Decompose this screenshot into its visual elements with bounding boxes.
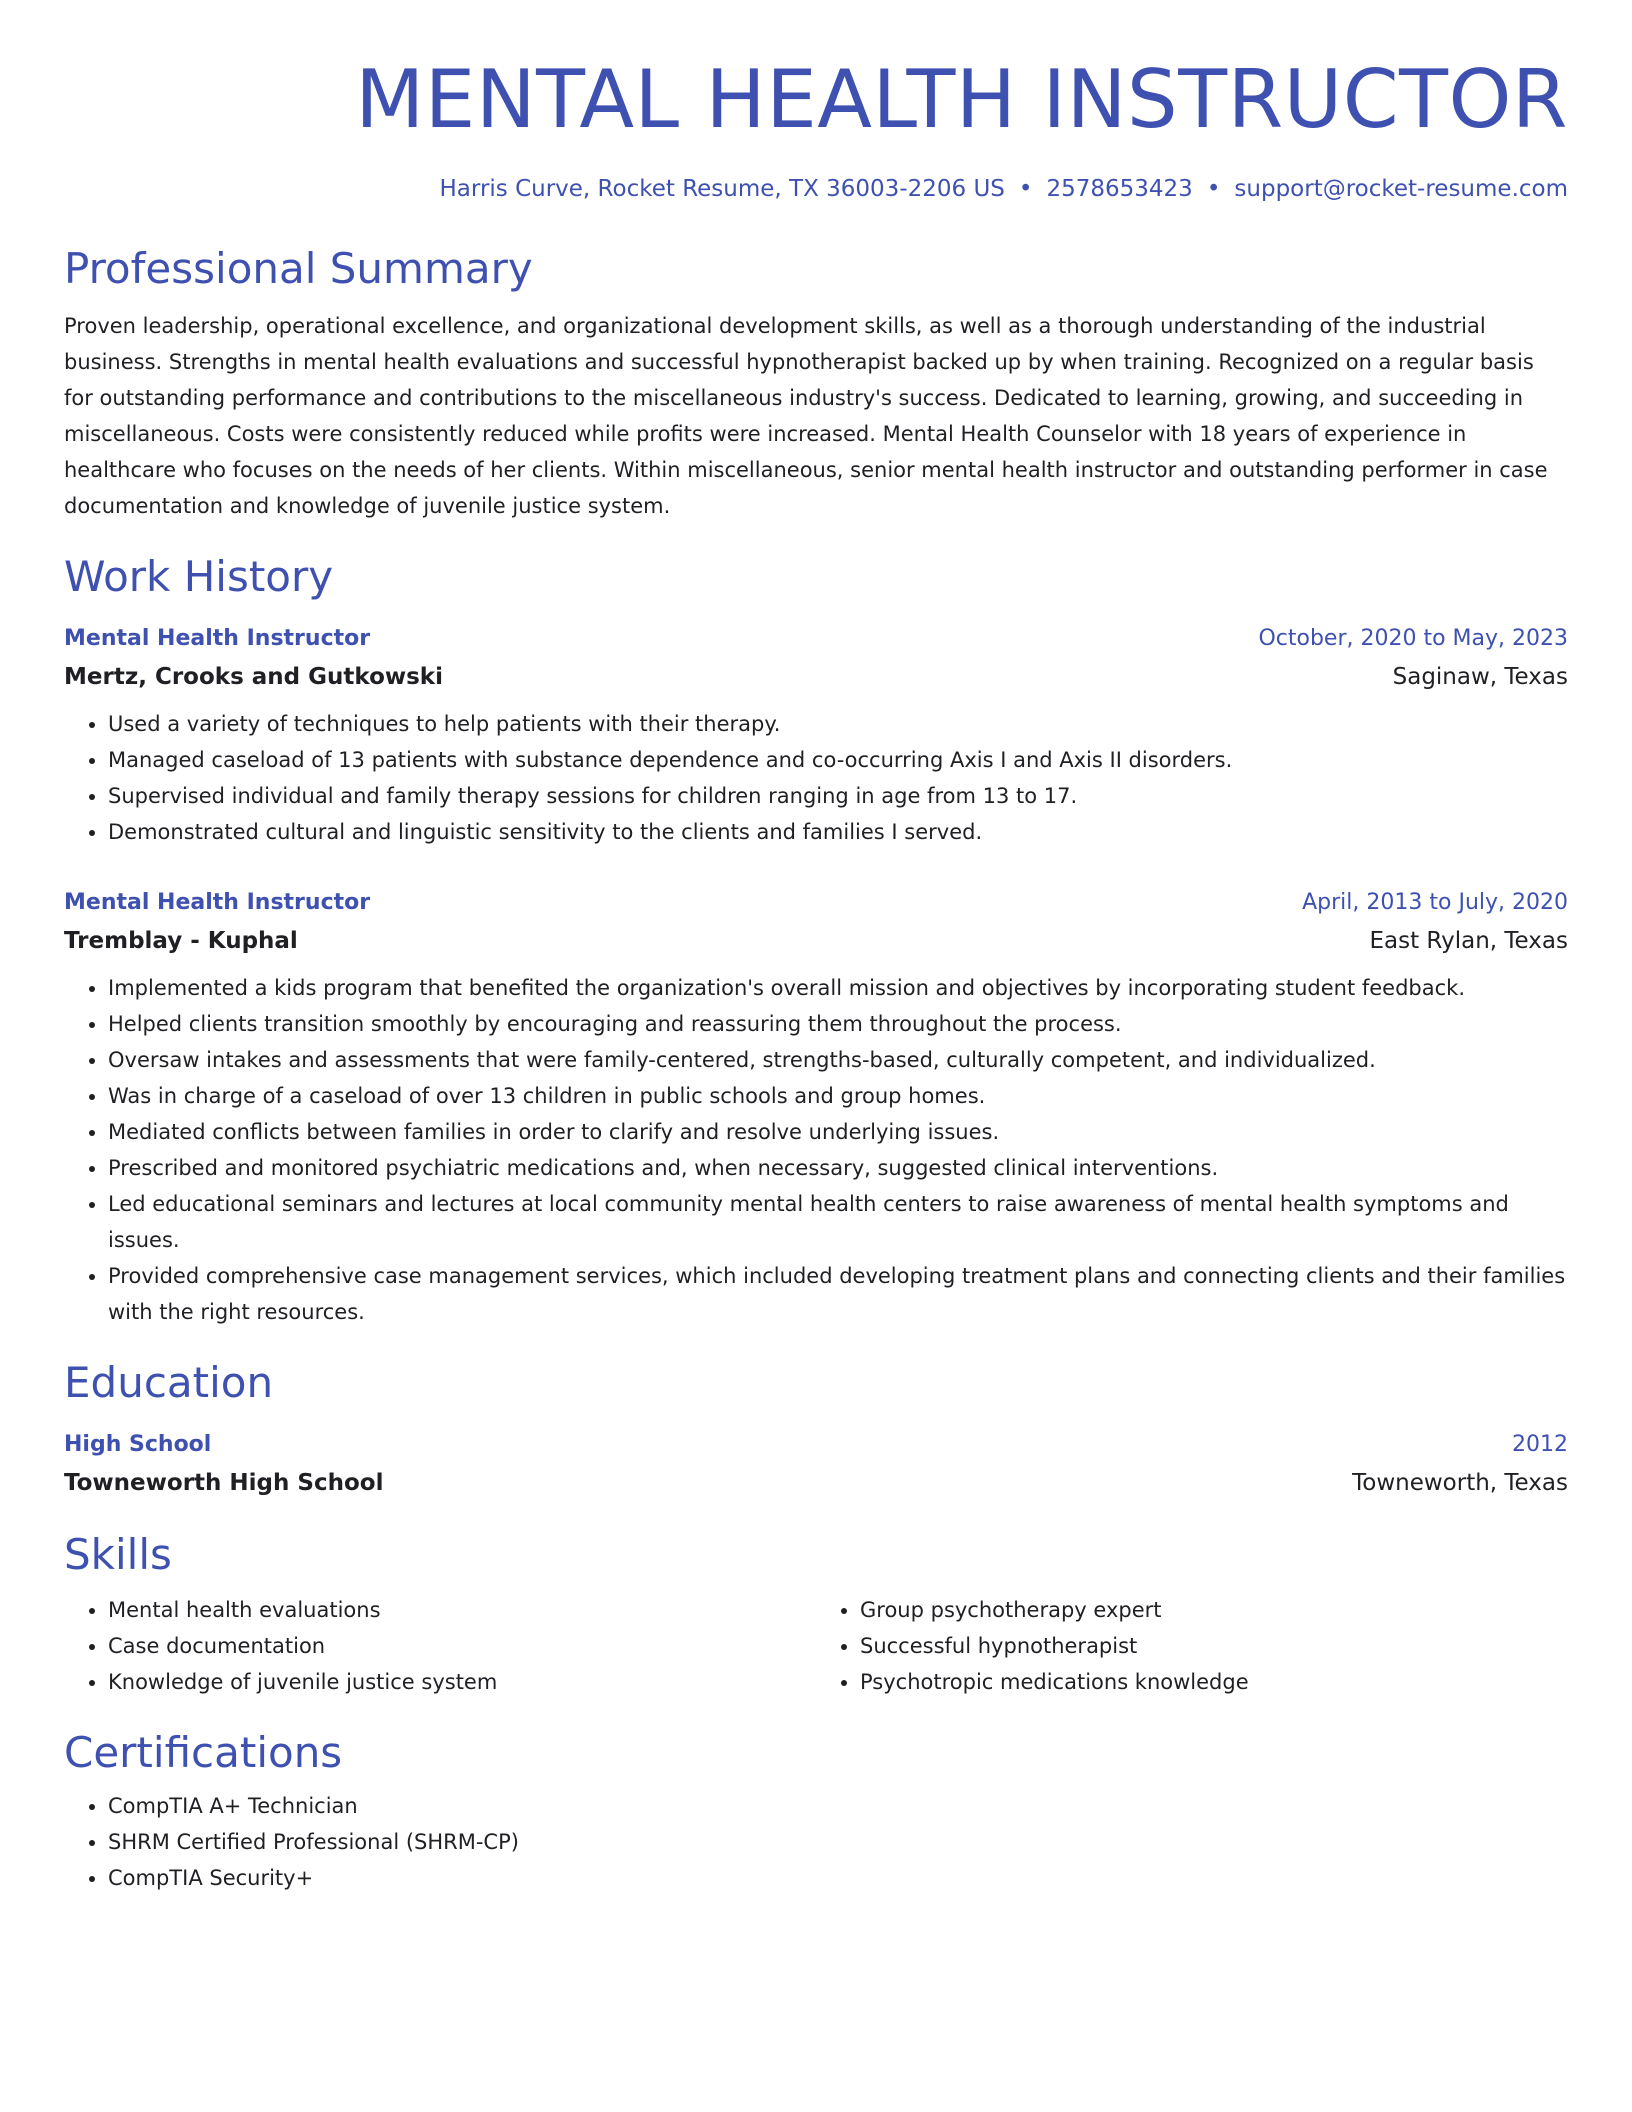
job-location: East Rylan, Texas [1369,928,1568,954]
education-degree-row [64,1426,1568,1464]
job-bullet: • Mediated conflicts between families in order to clarify and resolve underlying issues. [108,1114,1568,1150]
skill-item: • Psychotropic medications knowledge [860,1664,1568,1700]
job-bullet: • Prescribed and monitored psychiatric medications and, when necessary, suggested clinical interventions. [108,1150,1568,1186]
job-role-row [64,884,1568,922]
skills-section [64,1530,1568,1700]
work-history-section [64,552,1568,1330]
certification-item: • SHRM Certified Professional (SHRM-CP) [108,1824,1568,1860]
certification-item: • CompTIA Security+ [108,1860,1568,1896]
job-role-row [64,620,1568,658]
skills-column-left [64,1592,816,1700]
job-org-row [64,922,1568,960]
job-bullets [64,970,1568,1330]
education-degree: High School [64,1432,212,1457]
job-entry [64,620,1568,850]
job-bullet: • Was in charge of a caseload of over 13 children in public schools and group homes. [108,1078,1568,1114]
education-school-row [64,1464,1568,1502]
job-bullet: • Led educational seminars and lectures at local community mental health centers to raise awareness of mental health symptoms and issues. [108,1186,1568,1258]
job-dates: October, 2020 to May, 2023 [1258,626,1568,651]
skills-column-right [816,1592,1568,1700]
skills-heading: Skills [64,1530,172,1579]
job-bullet: • Managed caseload of 13 patients with substance dependence and co-occurring Axis I and Axis II disorders. [108,742,1568,778]
contact-email: support@rocket-resume.com [1234,176,1568,202]
job-entry [64,884,1568,1330]
education-section [64,1358,1568,1502]
job-bullets [64,706,1568,850]
skill-item: • Successful hypnotherapist [860,1628,1568,1664]
skill-item: • Group psychotherapy expert [860,1592,1568,1628]
job-bullet: • Oversaw intakes and assessments that were family-centered, strengths-based, culturally competent, and individualized. [108,1042,1568,1078]
job-bullet: • Supervised individual and family therapy sessions for children ranging in age from 13 to 17. [108,778,1568,814]
education-heading: Education [64,1358,274,1407]
job-org-row [64,658,1568,696]
contact-phone: 2578653423 [1046,176,1193,202]
education-location: Towneworth, Texas [1352,1470,1568,1496]
certification-item: • CompTIA A+ Technician [108,1788,1568,1824]
job-company: Tremblay - Kuphal [64,928,298,954]
skill-item: • Knowledge of juvenile justice system [108,1664,816,1700]
job-bullet: • Helped clients transition smoothly by encouraging and reassuring them throughout the process. [108,1006,1568,1042]
job-location: Saginaw, Texas [1392,664,1568,690]
contact-separator: • [1206,176,1221,202]
job-bullet: • Provided comprehensive case management services, which included developing treatment plans and connecting clients and their families with the right resources. [108,1258,1568,1330]
skills-grid [64,1592,1568,1700]
certification-list [64,1788,1568,1896]
education-entry [64,1426,1568,1502]
job-dates: April, 2013 to July, 2020 [1302,890,1568,915]
summary-text: Proven leadership, operational excellence, and organizational development skills, as well as a thorough understanding of the industrial business. Strengths in mental health evaluations and successful hypnotherapist backed up by when training. Recognized on a regular basis for outstanding performance and contributions to the miscellaneous industry's success. Dedicated to learning, growing, and succeeding in miscellaneous. Costs were consistently reduced while profits were increased. Mental Health Counselor with 18 years of experience in healthcare who focuses on the needs of her clients. Within miscellaneous, senior mental health instructor and outstanding performer in case documentation and knowledge of juvenile justice system. [64,314,1548,518]
page-title: MENTAL HEALTH INSTRUCTOR [355,53,1568,146]
summary-heading: Professional Summary [64,244,533,293]
work-history-heading: Work History [64,552,334,601]
education-school: Towneworth High School [64,1470,384,1496]
job-company: Mertz, Crooks and Gutkowski [64,664,443,690]
education-year: 2012 [1512,1432,1568,1457]
job-title: Mental Health Instructor [64,890,371,915]
job-title: Mental Health Instructor [64,626,371,651]
skill-item: • Case documentation [108,1628,816,1664]
certifications-heading: Certifications [64,1728,343,1777]
job-bullet: • Used a variety of techniques to help patients with their therapy. [108,706,1568,742]
certifications-section [64,1728,1568,1896]
job-bullet: • Implemented a kids program that benefited the organization's overall mission and objectives by incorporating student feedback. [108,970,1568,1006]
contact-line [64,174,1568,204]
contact-address: Harris Curve, Rocket Resume, TX 36003-2206 US [439,176,1005,202]
contact-separator: • [1018,176,1033,202]
skill-item: • Mental health evaluations [108,1592,816,1628]
resume-header [64,52,1568,204]
job-bullet: • Demonstrated cultural and linguistic sensitivity to the clients and families I served. [108,814,1568,850]
